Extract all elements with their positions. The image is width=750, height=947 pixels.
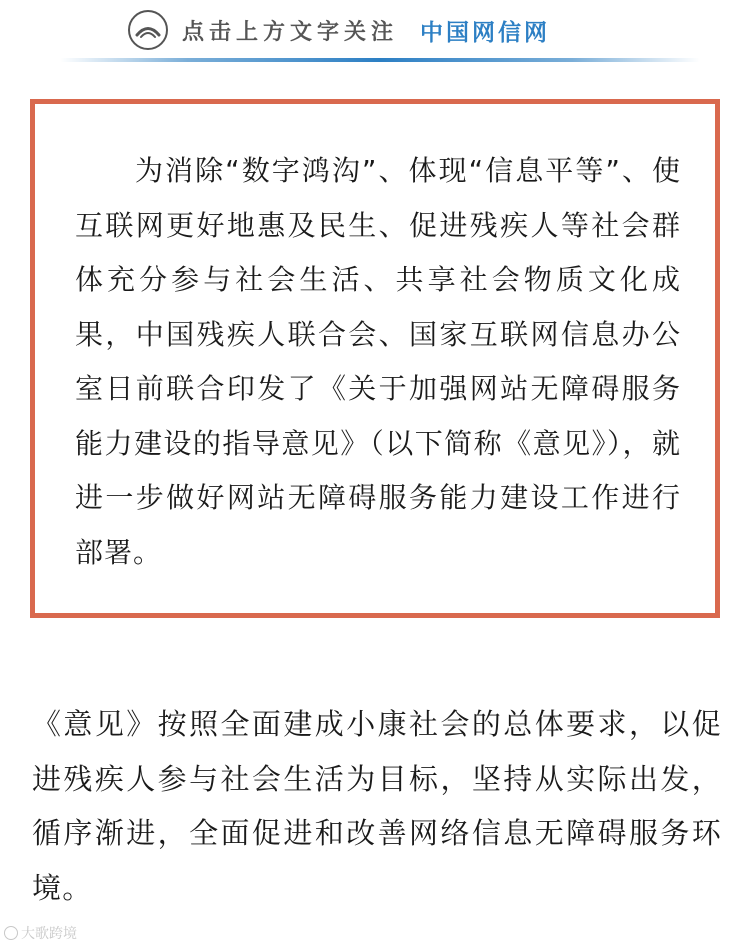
follow-banner[interactable] [128,8,550,52]
highlight-box [30,99,720,618]
header-divider [60,58,700,62]
brand-name[interactable]: 中国网信网 [420,19,551,46]
body-paragraph: 《意见》按照全面建成小康社会的总体要求，以促进残疾人参与社会生活为目标，坚持从实际出发，循序渐进，全面促进和改善网络信息无障碍服务环境。 [32,707,722,905]
china-cyberspace-logo-icon [128,10,168,50]
watermark-logo-icon [4,926,18,940]
watermark [4,923,77,943]
intro-paragraph: 为消除“数字鸿沟”、体现“信息平等”、使互联网更好地惠及民生、促进残疾人等社会群体充分参与社会生活、共享社会物质文化成果，中国残疾人联合会、国家互联网信息办公室日前联合印发了《关于加强网站无障碍服务能力建设的指导意见》（以下简称《意见》），就进一步做好网站无障碍服务能力建设工作进行部署。 [75,154,681,569]
follow-prompt[interactable]: 点击上方文字关注 [182,19,399,45]
header-banner[interactable] [0,0,750,70]
watermark-text: 大歌跨境 [21,926,77,942]
